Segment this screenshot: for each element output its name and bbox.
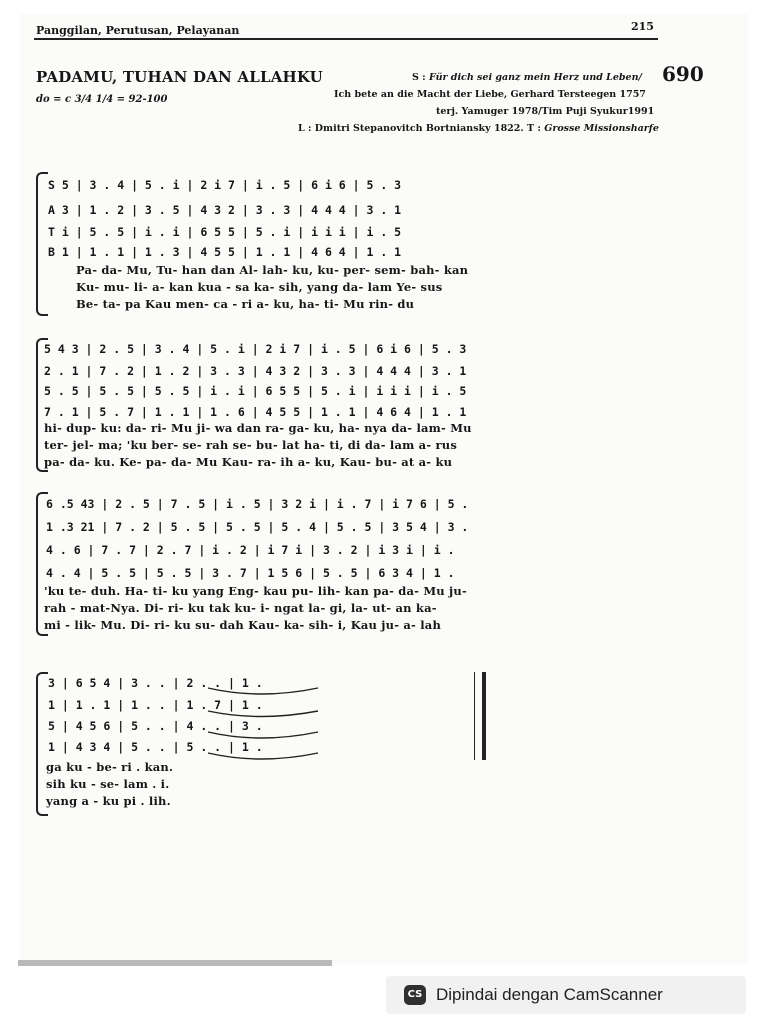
system-1-tenor: T i | 5 . 5 | i . i | 6 5 5 | 5 . i | i i i | i . 5	[48, 225, 402, 239]
system-4-verse-1: ga ku - be- ri . kan.	[46, 760, 174, 774]
translation-credit: terj. Yamuger 1978/Tim Puji Syukur1991	[436, 106, 655, 117]
system-2-soprano: 5 4 3 | 2 . 5 | 3 . 4 | 5 . i | 2 i 7 | i . 5 | 6 i 6 | 5 . 3	[44, 342, 467, 356]
system-4-verse-2: sih ku - se- lam . i.	[46, 777, 170, 791]
system-1-alto: A 3 | 1 . 2 | 3 . 5 | 4 3 2 | 3 . 3 | 4 4 4 | 3 . 1	[48, 203, 402, 217]
hymn-number: 690	[662, 62, 704, 86]
hymn-title: PADAMU, TUHAN DAN ALLAHKU	[36, 68, 323, 86]
system-4-soprano: 3 | 6 5 4 | 3 . . | 2 . . | 1 .	[48, 676, 263, 690]
camscanner-text: Dipindai dengan CamScanner	[436, 985, 663, 1004]
running-title: Panggilan, Perutusan, Pelayanan	[36, 24, 240, 37]
system-3-verse-2: rah - mat-Nya. Di- ri- ku tak ku- i- ngat la- gi, la- ut- an ka-	[44, 601, 437, 615]
key-tempo: do = c 3/4 1/4 = 92-100	[36, 94, 168, 105]
slur-alto	[208, 711, 318, 717]
system-3-soprano: 6 .5 43 | 2 . 5 | 7 . 5 | i . 5 | 3 2 i | i . 7 | i 7 6 | 5 .	[46, 497, 469, 511]
slur-tenor	[208, 732, 318, 738]
system-2-verse-1: hi- dup- ku: da- ri- Mu ji- wa dan ra- ga- ku, ha- nya da- lam- Mu	[44, 421, 472, 435]
system-3-alto: 1 .3 21 | 7 . 2 | 5 . 5 | 5 . 5 | 5 . 4 | 5 . 5 | 3 5 4 | 3 .	[46, 520, 469, 534]
system-1-verse-2: Ku- mu- li- a- kan kua - sa ka- sih, yang da- lam Ye- sus	[76, 280, 443, 294]
system-2-bass: 7 . 1 | 5 . 7 | 1 . 1 | 1 . 6 | 4 5 5 | 1 . 1 | 4 6 4 | 1 . 1	[44, 405, 467, 419]
system-2-alto: 2 . 1 | 7 . 2 | 1 . 2 | 3 . 3 | 4 3 2 | 3 . 3 | 4 4 4 | 3 . 1	[44, 364, 467, 378]
system-3-verse-1: 'ku te- duh. Ha- ti- ku yang Eng- kau pu- lih- kan pa- da- Mu ju-	[44, 584, 467, 598]
system-4-alto: 1 | 1 . 1 | 1 . . | 1 . 7 | 1 .	[48, 698, 263, 712]
slur-soprano	[208, 688, 318, 694]
system-4-bass: 1 | 4 3 4 | 5 . . | 5 . . | 1 .	[48, 740, 263, 754]
system-4-verse-3: yang a - ku pi . lih.	[46, 794, 171, 808]
system-3-verse-3: mi - lik- Mu. Di- ri- ku su- dah Kau- ka- sih- i, Kau ju- a- lah	[44, 618, 442, 632]
system-1-verse-3: Be- ta- pa Kau men- ca - ri a- ku, ha- ti- Mu rin- du	[76, 297, 415, 311]
music-label: L : Dmitri Stepanovitch Bortniansky 1822. T :	[298, 123, 541, 134]
scan-edge-shadow	[18, 960, 332, 966]
source-title: Für dich sei ganz mein Herz und Leben/	[429, 72, 642, 83]
camscanner-icon: CS	[404, 985, 426, 1005]
system-1-soprano: S 5 | 3 . 4 | 5 . i | 2 i 7 | i . 5 | 6 i 6 | 5 . 3	[48, 178, 402, 192]
system-2-verse-3: pa- da- ku. Ke- pa- da- Mu Kau- ra- ih a- ku, Kau- bu- at a- ku	[44, 455, 453, 469]
system-1-verse-1: Pa- da- Mu, Tu- han dan Al- lah- ku, ku- per- sem- bah- kan	[76, 263, 469, 277]
system-2-verse-2: ter- jel- ma; 'ku ber- se- rah se- bu- lat ha- ti, di da- lam a- rus	[44, 438, 458, 452]
music-tune: Grosse Missionsharfe	[544, 123, 659, 134]
page-number: 215	[631, 20, 654, 33]
slur-bass	[208, 753, 318, 759]
source-line2: Ich bete an die Macht der Liebe, Gerhard Tersteegen 1757	[334, 89, 646, 100]
system-3-bass: 4 . 4 | 5 . 5 | 5 . 5 | 3 . 7 | 1 5 6 | 5 . 5 | 6 3 4 | 1 .	[46, 566, 455, 580]
source-label: S :	[412, 72, 426, 83]
system-4-tenor: 5 | 4 5 6 | 5 . . | 4 . . | 3 .	[48, 719, 263, 733]
system-3-tenor: 4 . 6 | 7 . 7 | 2 . 7 | i . 2 | i 7 i | 3 . 2 | i 3 i | i .	[46, 543, 455, 557]
system-1-bass: B 1 | 1 . 1 | 1 . 3 | 4 5 5 | 1 . 1 | 4 6 4 | 1 . 1	[48, 245, 402, 259]
system-2-tenor: 5 . 5 | 5 . 5 | 5 . 5 | i . i | 6 5 5 | 5 . i | i i i | i . 5	[44, 384, 467, 398]
